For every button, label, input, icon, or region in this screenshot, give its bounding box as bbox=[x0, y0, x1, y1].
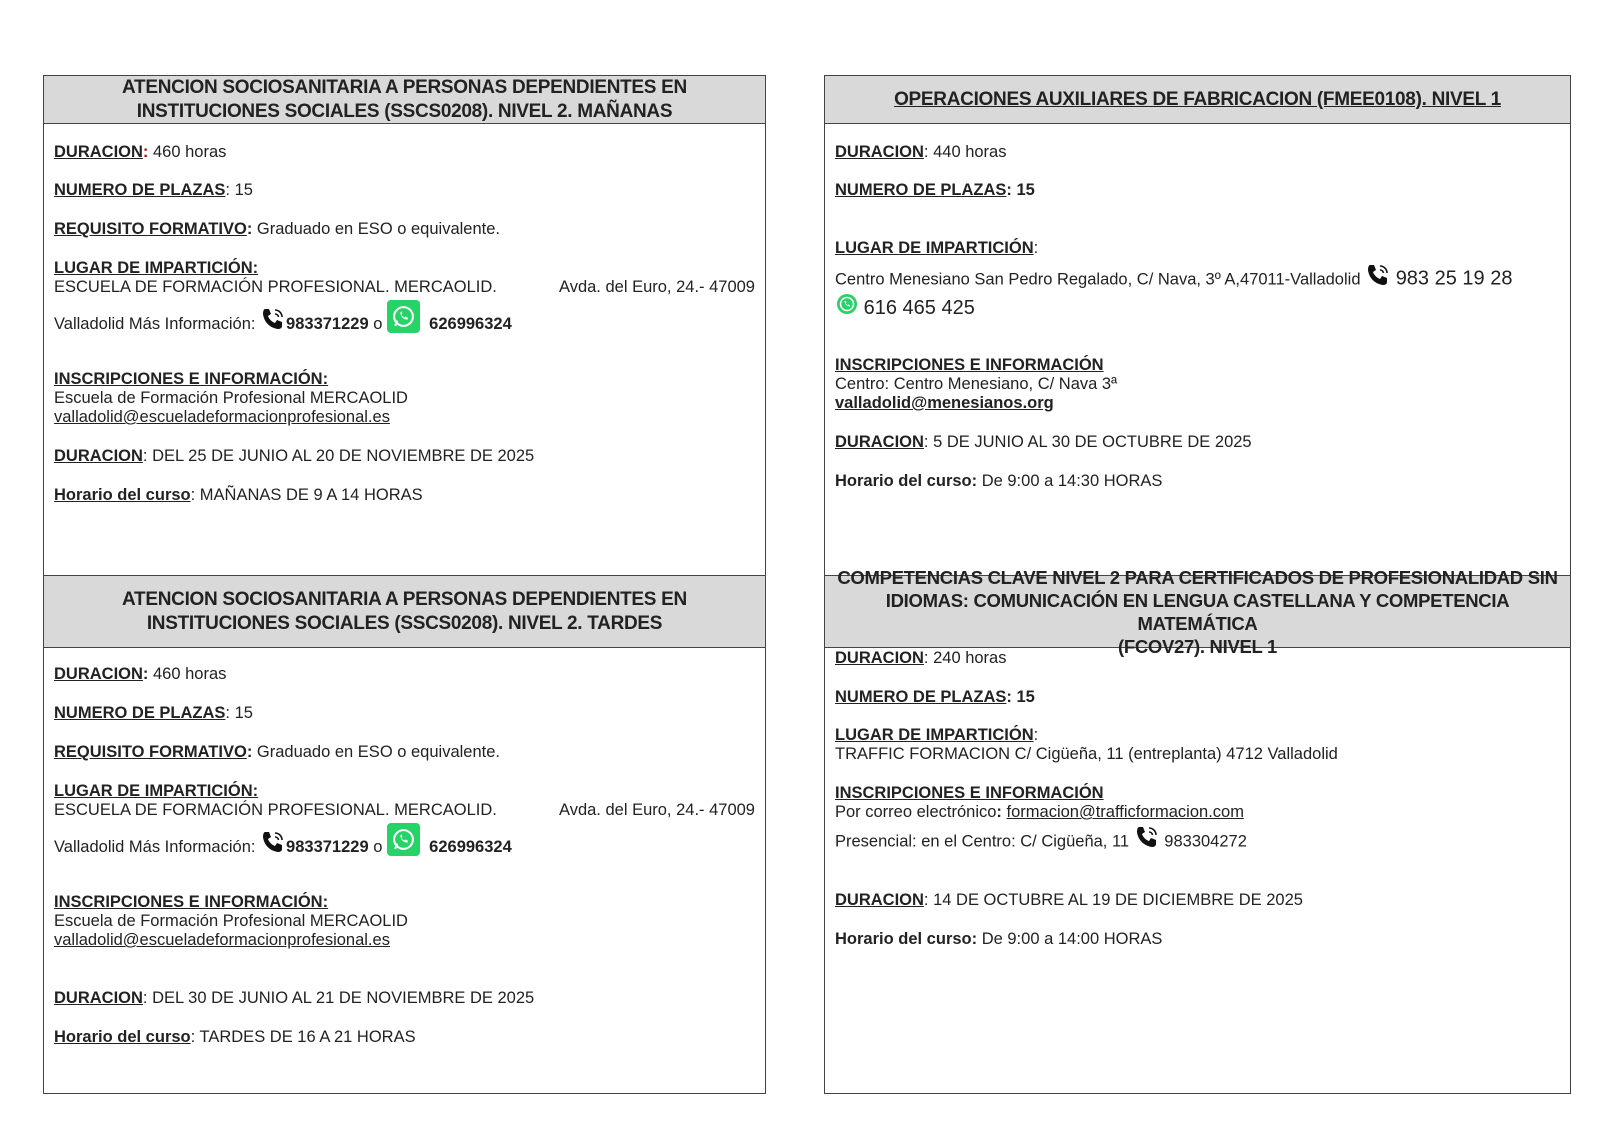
horario-row bbox=[835, 471, 1560, 491]
plazas-label: NUMERO DE PLAZAS bbox=[835, 688, 1007, 706]
title-line-3: (FCOV27). NIVEL 1 bbox=[1117, 635, 1278, 657]
fechas-value: : 5 DE JUNIO AL 30 DE OCTUBRE DE 2025 bbox=[923, 433, 1252, 451]
insc-label: INSCRIPCIONES E INFORMACIÓN: bbox=[54, 370, 329, 388]
fechas-row bbox=[835, 890, 1560, 910]
duracion-value: 460 horas bbox=[148, 665, 227, 683]
plazas-row bbox=[54, 703, 755, 723]
phone-number-2[interactable]: 616 465 425 bbox=[863, 297, 975, 319]
lugar-label: LUGAR DE IMPARTICIÓN bbox=[835, 726, 1034, 744]
requisito-row bbox=[54, 742, 755, 762]
insc-colon: : bbox=[996, 803, 1002, 821]
horario-label: Horario del curso: bbox=[835, 930, 978, 948]
title-line-2: INSTITUCIONES SOCIALES (SSCS0208). NIVEL 2. TARDES bbox=[146, 612, 663, 634]
fechas-value: : DEL 25 DE JUNIO AL 20 DE NOVIEMBRE DE 2025 bbox=[142, 447, 535, 465]
lugar-line-1 bbox=[54, 800, 755, 820]
lugar-city-info: Valladolid Más Información: bbox=[54, 315, 261, 333]
phone-number-2[interactable]: 626996324 bbox=[429, 315, 512, 333]
title-line-2: IDIOMAS: COMUNICACIÓN EN LENGUA CASTELLANA Y COMPETENCIA MATEMÁTICA bbox=[885, 589, 1510, 634]
lugar-colon: : bbox=[1033, 239, 1039, 257]
plazas-value: : 15 bbox=[1006, 181, 1035, 199]
horario-row bbox=[835, 929, 1560, 949]
lugar-label: LUGAR DE IMPARTICIÓN bbox=[835, 239, 1034, 257]
lugar-address: Avda. del Euro, 24.- 47009 bbox=[558, 278, 755, 296]
plazas-label: NUMERO DE PLAZAS bbox=[54, 181, 226, 199]
insc-email-link[interactable]: valladolid@escueladeformacionprofesional.es bbox=[54, 931, 390, 949]
phone-number-1[interactable]: 983371229 bbox=[286, 838, 369, 856]
insc-label: INSCRIPCIONES E INFORMACIÓN bbox=[835, 784, 1104, 802]
horario-value: : MAÑANAS DE 9 A 14 HORAS bbox=[190, 486, 423, 504]
duracion-value: : 240 horas bbox=[923, 649, 1007, 667]
insc-label-row bbox=[54, 369, 755, 389]
insc-line-2 bbox=[835, 824, 1560, 860]
insc-line-1 bbox=[835, 802, 1560, 822]
duracion-label: DURACION bbox=[54, 143, 143, 161]
phone-icon bbox=[1134, 824, 1160, 860]
duracion-label: DURACION bbox=[54, 665, 143, 683]
duracion-colon: : bbox=[142, 143, 149, 161]
course-card-sociosanitaria-tarde bbox=[44, 575, 765, 1093]
insc-line-1: Escuela de Formación Profesional MERCAOLID bbox=[54, 912, 408, 930]
lugar-label: LUGAR DE IMPARTICIÓN: bbox=[54, 259, 259, 277]
card-title bbox=[44, 576, 765, 648]
whatsapp-icon bbox=[387, 823, 420, 856]
lugar-address: Avda. del Euro, 24.- 47009 bbox=[558, 801, 755, 819]
duracion-value: : 440 horas bbox=[923, 143, 1007, 161]
card-title bbox=[825, 76, 1570, 124]
insc-line-1: Escuela de Formación Profesional MERCAOLID bbox=[54, 389, 408, 407]
insc-email-link[interactable]: formacion@trafficformacion.com bbox=[1006, 803, 1244, 821]
fechas-value: : DEL 30 DE JUNIO AL 21 DE NOVIEMBRE DE 2025 bbox=[142, 989, 535, 1007]
lugar-label-row bbox=[54, 781, 755, 801]
insc-line-1: Centro: Centro Menesiano, C/ Nava 3ª bbox=[835, 375, 1118, 393]
lugar-school: ESCUELA DE FORMACIÓN PROFESIONAL. MERCAOLID. bbox=[54, 801, 497, 819]
course-card-fabricacion bbox=[825, 76, 1570, 575]
plazas-row bbox=[54, 180, 755, 200]
lugar-label-row bbox=[835, 238, 1560, 258]
insc-email-row bbox=[835, 393, 1560, 413]
lugar-colon: : bbox=[1033, 726, 1039, 744]
insc-presencial: Presencial: en el Centro: C/ Cigüeña, 11 bbox=[835, 832, 1134, 851]
plazas-label: NUMERO DE PLAZAS bbox=[835, 181, 1007, 199]
insc-label-row bbox=[835, 355, 1560, 375]
fechas-row bbox=[54, 988, 755, 1008]
duracion-colon: : bbox=[142, 665, 149, 683]
course-card-competencias-clave bbox=[825, 566, 1570, 1093]
duracion-row bbox=[835, 648, 1560, 668]
requisito-colon: : bbox=[246, 743, 253, 761]
phone-icon bbox=[260, 306, 286, 344]
plazas-value: : 15 bbox=[225, 181, 253, 199]
horario-label: Horario del curso bbox=[54, 1028, 191, 1046]
phone-number-1[interactable]: 983304272 bbox=[1164, 832, 1247, 851]
or-text: o bbox=[368, 838, 387, 856]
insc-label-row bbox=[54, 892, 755, 912]
lugar-address: Centro Menesiano San Pedro Regalado, C/ Nava, 3º A,47011-Valladolid bbox=[835, 270, 1361, 289]
fechas-label: DURACION bbox=[835, 433, 924, 451]
fechas-label: DURACION bbox=[54, 447, 143, 465]
insc-email-link[interactable]: valladolid@escueladeformacionprofesional.es bbox=[54, 408, 390, 426]
title-line-1: ATENCION SOCIOSANITARIA A PERSONAS DEPENDIENTES EN bbox=[122, 76, 687, 98]
whatsapp-icon bbox=[835, 292, 859, 326]
card-title bbox=[44, 76, 765, 124]
lugar-school: ESCUELA DE FORMACIÓN PROFESIONAL. MERCAOLID. bbox=[54, 278, 497, 296]
requisito-label: REQUISITO FORMATIVO bbox=[54, 220, 247, 238]
duracion-row bbox=[54, 664, 755, 684]
plazas-label: NUMERO DE PLAZAS bbox=[54, 704, 226, 722]
phone-number-2[interactable]: 626996324 bbox=[429, 838, 512, 856]
course-card-sociosanitaria-manana bbox=[44, 76, 765, 575]
title-line-1: OPERACIONES AUXILIARES DE FABRICACION (FMEE0108). NIVEL 1 bbox=[894, 88, 1501, 110]
insc-email-prefix: Por correo electrónico bbox=[835, 803, 997, 821]
fechas-value: : 14 DE OCTUBRE AL 19 DE DICIEMBRE DE 2025 bbox=[923, 891, 1303, 909]
whatsapp-line bbox=[835, 292, 1560, 326]
fechas-label: DURACION bbox=[835, 891, 924, 909]
duracion-label: DURACION bbox=[835, 143, 924, 161]
lugar-line-2 bbox=[54, 300, 755, 344]
horario-value: De 9:00 a 14:00 HORAS bbox=[977, 930, 1163, 948]
horario-row bbox=[54, 1027, 755, 1047]
or-text: o bbox=[368, 315, 387, 333]
lugar-line-1: TRAFFIC FORMACION C/ Cigüeña, 11 (entreplanta) 4712 Valladolid bbox=[835, 745, 1338, 763]
insc-label: INSCRIPCIONES E INFORMACIÓN bbox=[835, 356, 1104, 374]
duracion-value: 460 horas bbox=[148, 143, 227, 161]
horario-value: : TARDES DE 16 A 21 HORAS bbox=[190, 1028, 416, 1046]
lugar-label: LUGAR DE IMPARTICIÓN: bbox=[54, 782, 259, 800]
requisito-value: Graduado en ESO o equivalente. bbox=[252, 743, 500, 761]
insc-email-row bbox=[54, 930, 755, 950]
insc-email-row bbox=[54, 407, 755, 427]
requisito-colon: : bbox=[246, 220, 253, 238]
title-line-1: COMPETENCIAS CLAVE NIVEL 2 PARA CERTIFICADOS DE PROFESIONALIDAD SIN bbox=[837, 566, 1558, 588]
right-column bbox=[824, 75, 1571, 1094]
fechas-row bbox=[835, 432, 1560, 452]
lugar-line-2 bbox=[54, 823, 755, 867]
title-line-1: ATENCION SOCIOSANITARIA A PERSONAS DEPENDIENTES EN bbox=[122, 588, 687, 610]
requisito-label: REQUISITO FORMATIVO bbox=[54, 743, 247, 761]
fechas-row bbox=[54, 446, 755, 466]
left-column bbox=[43, 75, 766, 1094]
title-line-2: INSTITUCIONES SOCIALES (SSCS0208). NIVEL 2. MAÑANAS bbox=[136, 100, 673, 122]
requisito-row bbox=[54, 219, 755, 239]
plazas-row bbox=[835, 687, 1560, 707]
phone-icon bbox=[260, 829, 286, 867]
phone-number-1[interactable]: 983371229 bbox=[286, 315, 369, 333]
duracion-row bbox=[54, 142, 755, 162]
horario-value: De 9:00 a 14:30 HORAS bbox=[977, 472, 1163, 490]
insc-label-row bbox=[835, 783, 1560, 803]
lugar-city-info: Valladolid Más Información: bbox=[54, 838, 261, 856]
lugar-line-1 bbox=[54, 277, 755, 297]
requisito-value: Graduado en ESO o equivalente. bbox=[252, 220, 500, 238]
whatsapp-icon bbox=[387, 300, 420, 333]
horario-label: Horario del curso bbox=[54, 486, 191, 504]
horario-row bbox=[54, 485, 755, 505]
horario-label: Horario del curso: bbox=[835, 472, 978, 490]
duracion-label: DURACION bbox=[835, 649, 924, 667]
lugar-label-row bbox=[835, 725, 1560, 745]
lugar-label-row bbox=[54, 258, 755, 278]
card-title bbox=[825, 566, 1570, 657]
insc-label: INSCRIPCIONES E INFORMACIÓN: bbox=[54, 893, 329, 911]
plazas-value: : 15 bbox=[1006, 688, 1035, 706]
plazas-row bbox=[835, 180, 1560, 200]
phone-number-1[interactable]: 983 25 19 28 bbox=[1395, 267, 1513, 290]
insc-email-link[interactable]: valladolid@menesianos.org bbox=[835, 394, 1054, 412]
plazas-value: : 15 bbox=[225, 704, 253, 722]
duracion-row bbox=[835, 142, 1560, 162]
fechas-label: DURACION bbox=[54, 989, 143, 1007]
